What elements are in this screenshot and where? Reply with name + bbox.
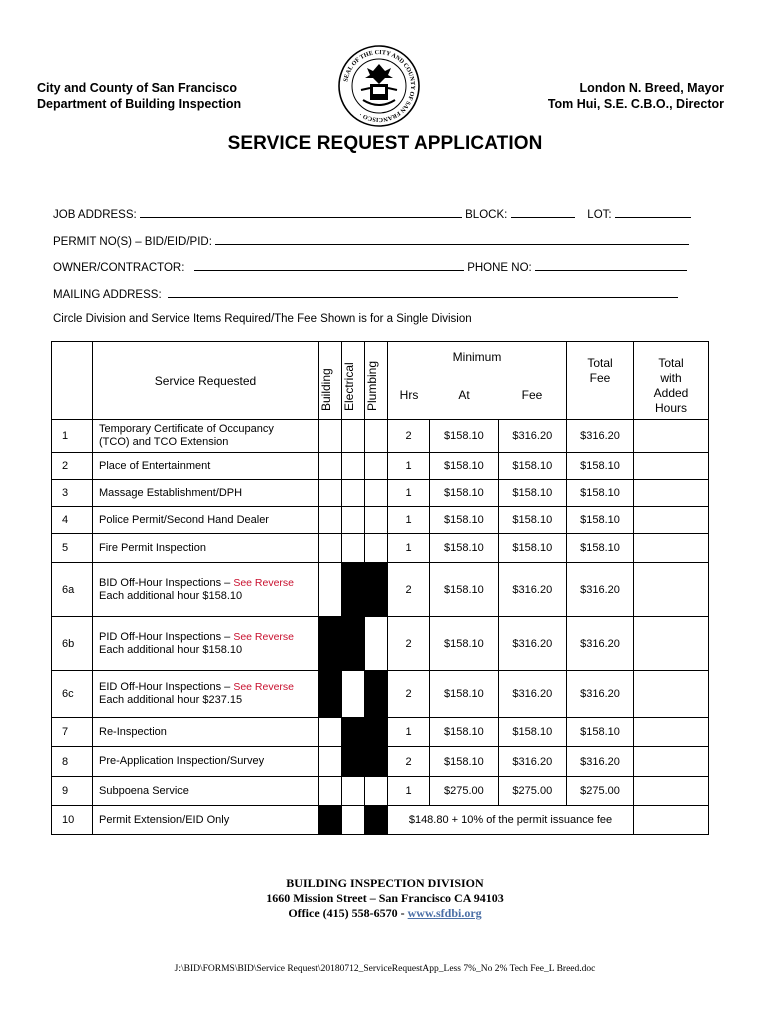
- website-link[interactable]: www.sfdbi.org: [407, 906, 482, 920]
- plumbing-cell-blocked: [365, 563, 388, 617]
- total-added-cell[interactable]: [634, 718, 709, 747]
- service-line2: (TCO) and TCO Extension: [99, 436, 229, 448]
- building-cell-blocked: [319, 671, 342, 718]
- table-row: [52, 747, 709, 777]
- see-reverse-note: See Reverse: [233, 576, 295, 589]
- total-fee-cell: $316.20: [567, 671, 634, 718]
- lot-label: LOT:: [587, 209, 612, 221]
- total-added-cell[interactable]: [634, 747, 709, 777]
- header-total-fee-line2: Fee: [589, 371, 611, 385]
- fee-cell: $316.20: [498, 671, 566, 718]
- mailing-address-label: MAILING ADDRESS:: [53, 289, 162, 301]
- service-name: Subpoena Service: [93, 777, 319, 806]
- header-fee-label: Fee: [521, 388, 543, 402]
- building-cell[interactable]: [319, 718, 342, 747]
- building-cell[interactable]: [319, 563, 342, 617]
- table-row: [52, 534, 709, 563]
- plumbing-cell[interactable]: [365, 507, 388, 534]
- at-cell: $158.10: [430, 563, 498, 617]
- footer-address-block: [0, 876, 770, 921]
- hrs-cell: 2: [388, 617, 430, 671]
- fee-cell: $316.20: [498, 420, 566, 453]
- total-fee-cell: $158.10: [567, 480, 634, 507]
- row-number: 3: [52, 480, 93, 507]
- table-row: [52, 420, 709, 453]
- at-cell: $158.10: [430, 534, 498, 563]
- at-cell: $158.10: [430, 617, 498, 671]
- header-service-label: Service Requested: [154, 373, 257, 388]
- hrs-cell: 2: [388, 563, 430, 617]
- service-line2: Each additional hour $158.10: [99, 643, 243, 656]
- service-name: Permit Extension/EID Only: [93, 806, 319, 835]
- owner-row: [53, 259, 687, 274]
- building-cell[interactable]: [319, 534, 342, 563]
- total-added-cell[interactable]: [634, 507, 709, 534]
- service-line1: Temporary Certificate of Occupancy: [99, 423, 274, 435]
- building-cell-blocked: [319, 617, 342, 671]
- hrs-cell: 2: [388, 671, 430, 718]
- fee-cell: $158.10: [498, 507, 566, 534]
- footer-contact: [0, 906, 770, 921]
- row-number: 6a: [52, 563, 93, 617]
- plumbing-cell-blocked: [365, 747, 388, 777]
- at-cell: $158.10: [430, 718, 498, 747]
- electrical-cell[interactable]: [342, 480, 365, 507]
- table-row: [52, 507, 709, 534]
- at-cell: $275.00: [430, 777, 498, 806]
- service-name: [93, 671, 319, 718]
- plumbing-cell[interactable]: [365, 617, 388, 671]
- footer-division: BUILDING INSPECTION DIVISION: [286, 876, 484, 890]
- total-fee-cell: $316.20: [567, 747, 634, 777]
- service-name: Massage Establishment/DPH: [93, 480, 319, 507]
- fee-cell: $158.10: [498, 453, 566, 480]
- org-name-block: [37, 80, 241, 112]
- total-fee-cell: $158.10: [567, 507, 634, 534]
- hrs-cell: 1: [388, 453, 430, 480]
- total-fee-cell: $158.10: [567, 718, 634, 747]
- hrs-cell: 1: [388, 507, 430, 534]
- service-line2: Each additional hour $158.10: [99, 589, 243, 602]
- building-cell[interactable]: [319, 480, 342, 507]
- mayor-line: London N. Breed, Mayor: [579, 81, 724, 95]
- phone-no-label: PHONE NO:: [467, 262, 532, 274]
- header-total-fee: [567, 342, 634, 420]
- file-path-text: J:\BID\FORMS\BID\Service Request\20180712_ServiceRequestApp_Less 7%_No 2% Tech Fee_L Breed.doc: [174, 964, 596, 974]
- hrs-cell: 1: [388, 718, 430, 747]
- page-title: SERVICE REQUEST APPLICATION: [227, 133, 543, 154]
- total-fee-cell: $316.20: [567, 420, 634, 453]
- at-cell: $158.10: [430, 480, 498, 507]
- service-table: [51, 341, 709, 835]
- service-line1: [99, 577, 318, 590]
- header-total-added: [634, 342, 709, 420]
- table-row: [52, 563, 709, 617]
- at-cell: $158.10: [430, 453, 498, 480]
- hrs-cell: 1: [388, 534, 430, 563]
- header-minimum: [388, 342, 567, 420]
- fee-cell: $158.10: [498, 534, 566, 563]
- row-number: 2: [52, 453, 93, 480]
- permit-nos-label: PERMIT NO(S) – BID/EID/PID:: [53, 236, 212, 248]
- building-cell-blocked: [319, 806, 342, 835]
- header-total-added-line1: Total: [658, 356, 684, 370]
- plumbing-cell[interactable]: [365, 480, 388, 507]
- service-line1: [99, 681, 318, 694]
- table-row: [52, 671, 709, 718]
- electrical-cell-blocked: [342, 563, 365, 617]
- building-cell[interactable]: [319, 453, 342, 480]
- electrical-cell-blocked: [342, 718, 365, 747]
- fee-cell: $275.00: [498, 777, 566, 806]
- see-reverse-note: See Reverse: [233, 681, 295, 693]
- building-cell[interactable]: [319, 777, 342, 806]
- owner-contractor-field[interactable]: [194, 259, 464, 271]
- building-cell[interactable]: [319, 420, 342, 453]
- job-address-label: JOB ADDRESS:: [53, 209, 137, 221]
- director-line: Tom Hui, S.E. C.B.O., Director: [547, 97, 724, 111]
- row-number: 7: [52, 718, 93, 747]
- fee-cell: $316.20: [498, 563, 566, 617]
- total-added-cell[interactable]: [634, 671, 709, 718]
- header-plumbing-label: Plumbing: [365, 360, 379, 411]
- at-cell: $158.10: [430, 747, 498, 777]
- lot-field[interactable]: [615, 206, 691, 218]
- electrical-cell-blocked: [342, 617, 365, 671]
- building-cell[interactable]: [319, 747, 342, 777]
- service-line1-text: BID Off-Hour Inspections –: [99, 576, 231, 589]
- electrical-cell[interactable]: [342, 671, 365, 718]
- org-line-department: Department of Building Inspection: [37, 97, 242, 111]
- total-added-cell[interactable]: [634, 534, 709, 563]
- electrical-cell[interactable]: [342, 453, 365, 480]
- header-building-label: Building: [319, 368, 333, 411]
- table-row: [52, 480, 709, 507]
- total-fee-cell: $316.20: [567, 563, 634, 617]
- fee-cell: $316.20: [498, 747, 566, 777]
- row-number: 5: [52, 534, 93, 563]
- plumbing-cell-blocked: [365, 718, 388, 747]
- electrical-cell[interactable]: [342, 806, 365, 835]
- header-electrical: [342, 342, 365, 420]
- hrs-cell: 1: [388, 480, 430, 507]
- table-row: [52, 806, 709, 835]
- total-added-cell[interactable]: [634, 617, 709, 671]
- service-line2: Each additional hour $237.15: [99, 694, 243, 706]
- service-name: Pre-Application Inspection/Survey: [93, 747, 319, 777]
- table-row: [52, 453, 709, 480]
- fee-cell: $158.10: [498, 480, 566, 507]
- at-cell: $158.10: [430, 507, 498, 534]
- fee-cell: $158.10: [498, 718, 566, 747]
- block-field[interactable]: [511, 206, 575, 218]
- svg-text:SEAL OF THE CITY AND COUNTY OF: SEAL OF THE CITY AND COUNTY OF SAN FRANCISCO ·: [342, 48, 417, 124]
- footer-address: 1660 Mission Street – San Francisco CA 94103: [266, 891, 504, 905]
- service-line1: [99, 631, 318, 644]
- officials-block: [548, 80, 724, 112]
- building-cell[interactable]: [319, 507, 342, 534]
- table-row: [52, 777, 709, 806]
- permit-nos-field[interactable]: [215, 233, 689, 245]
- service-name: Place of Entertainment: [93, 453, 319, 480]
- header-hrs-label: Hrs: [399, 388, 419, 402]
- service-name: [93, 617, 319, 671]
- total-added-cell[interactable]: [634, 420, 709, 453]
- total-added-cell[interactable]: [634, 453, 709, 480]
- at-cell: $158.10: [430, 671, 498, 718]
- see-reverse-note: See Reverse: [233, 630, 295, 643]
- service-name: [93, 420, 319, 453]
- row-number: 10: [52, 806, 93, 835]
- fee-cell: $316.20: [498, 617, 566, 671]
- header-service: [93, 342, 319, 420]
- total-added-cell[interactable]: [634, 563, 709, 617]
- header-at-label: At: [458, 388, 470, 402]
- row-number: 6c: [52, 671, 93, 718]
- header-total-added-line4: Hours: [654, 401, 687, 415]
- row-number: 9: [52, 777, 93, 806]
- hrs-cell: 2: [388, 420, 430, 453]
- phone-no-field[interactable]: [535, 259, 687, 271]
- table-row: [52, 718, 709, 747]
- mailing-row: [53, 286, 678, 301]
- service-name: Fire Permit Inspection: [93, 534, 319, 563]
- plumbing-cell[interactable]: [365, 420, 388, 453]
- electrical-cell[interactable]: [342, 507, 365, 534]
- mailing-address-field[interactable]: [168, 286, 678, 298]
- service-line1-text: EID Off-Hour Inspections –: [99, 681, 231, 693]
- plumbing-cell-blocked: [365, 806, 388, 835]
- header-electrical-label: Electrical: [342, 362, 356, 411]
- city-seal-icon: [337, 44, 421, 128]
- row-number: 4: [52, 507, 93, 534]
- hrs-cell: 2: [388, 747, 430, 777]
- total-fee-cell: $316.20: [567, 617, 634, 671]
- org-line-city: City and County of San Francisco: [37, 81, 238, 95]
- instructions-text: Circle Division and Service Items Required/The Fee Shown is for a Single Division: [53, 313, 472, 325]
- permit-row: [53, 233, 689, 248]
- electrical-cell[interactable]: [342, 420, 365, 453]
- hrs-cell: 1: [388, 777, 430, 806]
- plumbing-cell[interactable]: [365, 453, 388, 480]
- block-label: BLOCK:: [465, 209, 508, 221]
- total-added-cell[interactable]: [634, 777, 709, 806]
- total-added-cell[interactable]: [634, 806, 709, 835]
- plumbing-cell[interactable]: [365, 534, 388, 563]
- header-minimum-label: Minimum: [452, 350, 502, 364]
- table-header-row: [52, 342, 709, 420]
- header-total-fee-line1: Total: [587, 356, 613, 370]
- total-added-cell[interactable]: [634, 480, 709, 507]
- at-cell: $158.10: [430, 420, 498, 453]
- header-plumbing: [365, 342, 388, 420]
- job-address-row: [53, 206, 691, 221]
- row-number: 6b: [52, 617, 93, 671]
- owner-contractor-label: OWNER/CONTRACTOR:: [53, 262, 185, 274]
- service-name: [93, 563, 319, 617]
- row-number: 1: [52, 420, 93, 453]
- header-building: [319, 342, 342, 420]
- total-fee-cell: $158.10: [567, 453, 634, 480]
- total-fee-cell: $158.10: [567, 534, 634, 563]
- footer-phone: Office (415) 558-6570 -: [288, 906, 408, 920]
- total-fee-cell: $275.00: [567, 777, 634, 806]
- service-name: Police Permit/Second Hand Dealer: [93, 507, 319, 534]
- electrical-cell-blocked: [342, 747, 365, 777]
- service-line1-text: PID Off-Hour Inspections –: [99, 630, 231, 643]
- plumbing-cell-blocked: [365, 671, 388, 718]
- table-row: [52, 617, 709, 671]
- plumbing-cell[interactable]: [365, 777, 388, 806]
- merged-fee-cell: $148.80 + 10% of the permit issuance fee: [388, 806, 634, 835]
- row-number: 8: [52, 747, 93, 777]
- service-name: Re-Inspection: [93, 718, 319, 747]
- electrical-cell[interactable]: [342, 777, 365, 806]
- header-total-added-line2: with: [660, 371, 682, 385]
- header-total-added-line3: Added: [653, 386, 689, 400]
- header-num: [52, 342, 93, 420]
- electrical-cell[interactable]: [342, 534, 365, 563]
- job-address-field[interactable]: [140, 206, 462, 218]
